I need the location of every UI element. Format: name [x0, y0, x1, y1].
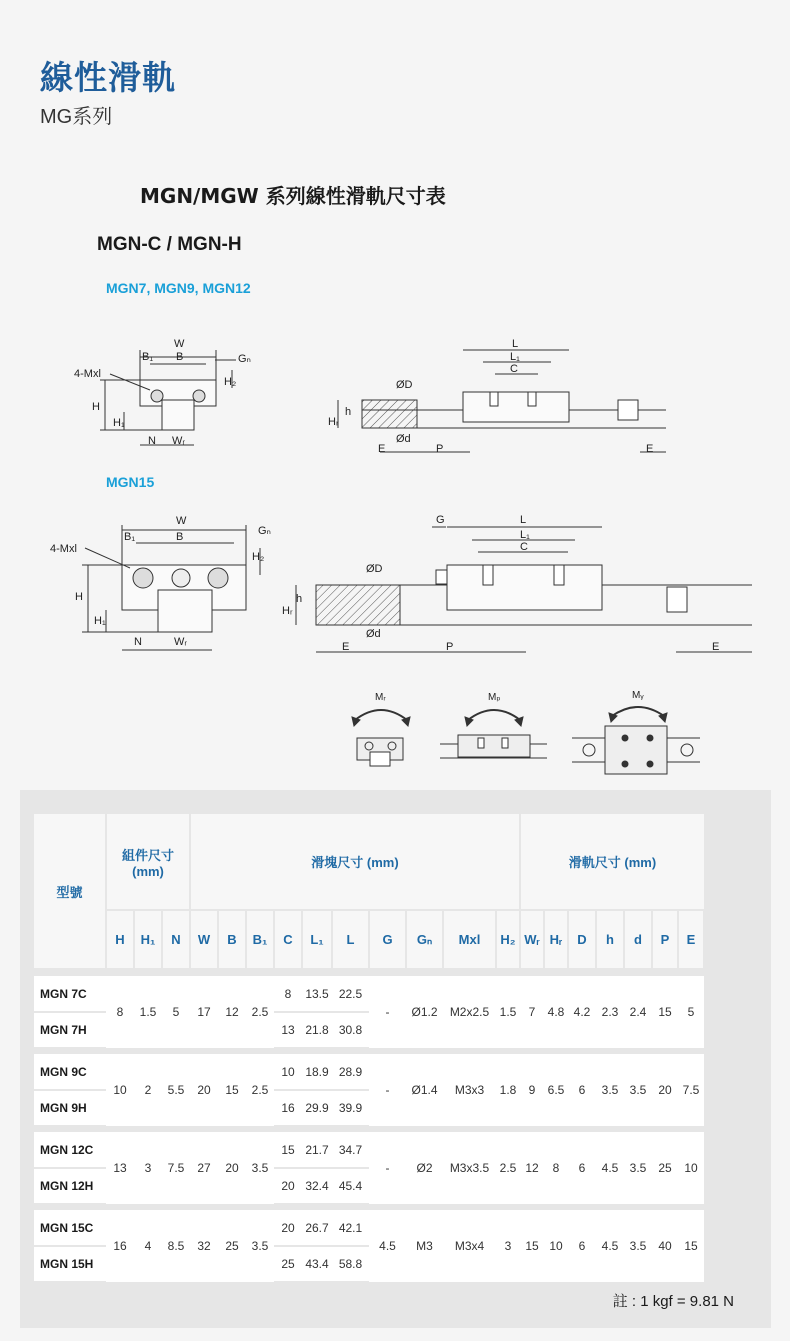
cell-h1: 2: [134, 1054, 162, 1126]
cell-c: 10: [274, 1054, 302, 1090]
cell-mxl: M2x2.5: [443, 976, 496, 1048]
cell-p: 25: [652, 1132, 678, 1204]
label-MY: Mᵧ: [632, 690, 644, 701]
cell-b: 20: [218, 1132, 246, 1204]
moment-diagrams: [352, 707, 700, 774]
cell-b1: 3.5: [246, 1132, 274, 1204]
table-row: [34, 1132, 704, 1168]
label-E-right: E: [646, 443, 654, 455]
section-view-small: [100, 350, 236, 445]
cell-d: 6: [568, 1210, 596, 1282]
cell-h2: 1.5: [496, 976, 520, 1048]
col-header-2: N: [162, 910, 190, 968]
cell-l: 45.4: [332, 1168, 369, 1204]
cell-l: 42.1: [332, 1210, 369, 1246]
cell-l: 30.8: [332, 1012, 369, 1048]
cell-l1: 13.5: [302, 976, 332, 1012]
spec-table: [34, 814, 705, 1283]
cell-l1: 26.7: [302, 1210, 332, 1246]
cell-hr: 10: [544, 1210, 568, 1282]
col-header-18: P: [652, 910, 678, 968]
label-L1: L₁: [510, 351, 520, 363]
col-header-0: H: [106, 910, 134, 968]
label-N-b: N: [134, 636, 142, 648]
cell-e: 5: [678, 976, 704, 1048]
group-header-rail: 滑軌尺寸 (mm): [520, 814, 704, 910]
cell-d: 3.5: [624, 1132, 652, 1204]
label-MP: Mₚ: [488, 692, 501, 703]
cell-g: -: [369, 1054, 406, 1126]
cell-c: 15: [274, 1132, 302, 1168]
cell-l: 28.9: [332, 1054, 369, 1090]
label-D-b: ØD: [366, 563, 383, 575]
cell-h: 2.3: [596, 976, 624, 1048]
table-row: [34, 976, 704, 1012]
section-title: MGN-C / MGN-H: [97, 234, 242, 255]
cell-h1: 3: [134, 1132, 162, 1204]
label-Gn: Gₙ: [238, 353, 251, 365]
col-header-3: W: [190, 910, 218, 968]
label-H1: H₁: [113, 417, 125, 429]
section-view-large: [82, 525, 260, 650]
cell-h1: 4: [134, 1210, 162, 1282]
label-h-b: h: [296, 593, 303, 605]
cell-l1: 21.8: [302, 1012, 332, 1048]
cell-h: 4.5: [596, 1132, 624, 1204]
col-header-6: C: [274, 910, 302, 968]
label-W: W: [174, 338, 185, 350]
label-N: N: [148, 435, 156, 447]
cell-g: 4.5: [369, 1210, 406, 1282]
cell-e: 10: [678, 1132, 704, 1204]
label-P-b: P: [446, 641, 454, 653]
cell-gn: M3: [406, 1210, 443, 1282]
cell-w: 20: [190, 1054, 218, 1126]
cell-h2: 3: [496, 1210, 520, 1282]
col-header-17: d: [624, 910, 652, 968]
col-header-16: h: [596, 910, 624, 968]
label-Gn-b: Gₙ: [258, 525, 271, 537]
cell-d: 6: [568, 1132, 596, 1204]
label-E-right-b: E: [712, 641, 720, 653]
cell-c: 20: [274, 1168, 302, 1204]
cell-hr: 6.5: [544, 1054, 568, 1126]
col-header-8: L: [332, 910, 369, 968]
cell-c: 25: [274, 1246, 302, 1282]
col-header-12: H₂: [496, 910, 520, 968]
cell-mxl: M3x3.5: [443, 1132, 496, 1204]
cell-b: 25: [218, 1210, 246, 1282]
label-E-left-b: E: [342, 641, 350, 653]
cell-e: 7.5: [678, 1054, 704, 1126]
label-WR-b: Wᵣ: [174, 636, 188, 648]
cell-b1: 2.5: [246, 976, 274, 1048]
label-H1-b: H₁: [94, 615, 106, 627]
label-HR-b: Hᵣ: [282, 605, 293, 617]
cell-gn: Ø2: [406, 1132, 443, 1204]
cell-g: -: [369, 976, 406, 1048]
model-cell: MGN 12H: [34, 1168, 106, 1204]
label-L: L: [512, 338, 519, 350]
cell-mxl: M3x4: [443, 1210, 496, 1282]
group-b-label: MGN15: [106, 474, 155, 490]
cell-b1: 3.5: [246, 1210, 274, 1282]
model-cell: MGN 12C: [34, 1132, 106, 1168]
page-subtitle: MG系列: [40, 106, 113, 128]
cell-l1: 18.9: [302, 1054, 332, 1090]
cell-gn: Ø1.2: [406, 976, 443, 1048]
label-C: C: [510, 363, 518, 375]
label-L-b: L: [520, 514, 527, 526]
cell-gn: Ø1.4: [406, 1054, 443, 1126]
label-B1-b: B₁: [124, 531, 136, 543]
cell-w: 17: [190, 976, 218, 1048]
cell-l1: 29.9: [302, 1090, 332, 1126]
label-d-b: Ød: [366, 628, 381, 640]
label-L1-b: L₁: [520, 529, 530, 541]
label-d: Ød: [396, 433, 411, 445]
cell-mxl: M3x3: [443, 1054, 496, 1126]
cell-wr: 15: [520, 1210, 544, 1282]
table-row: [34, 1054, 704, 1090]
label-D: ØD: [396, 379, 413, 391]
model-cell: MGN 9H: [34, 1090, 106, 1126]
page-title: 線性滑軌: [40, 58, 176, 97]
cell-l: 58.8: [332, 1246, 369, 1282]
col-header-1: H₁: [134, 910, 162, 968]
cell-w: 32: [190, 1210, 218, 1282]
label-G: G: [436, 514, 445, 526]
cell-l: 34.7: [332, 1132, 369, 1168]
label-C-b: C: [520, 541, 528, 553]
cell-w: 27: [190, 1132, 218, 1204]
label-H-b: H: [75, 591, 83, 603]
cell-l: 22.5: [332, 976, 369, 1012]
label-H2: H₂: [224, 376, 237, 388]
label-W-b: W: [176, 515, 187, 527]
cell-h: 13: [106, 1132, 134, 1204]
model-cell: MGN 7C: [34, 976, 106, 1012]
col-header-model: 型號: [34, 814, 106, 968]
cell-b: 15: [218, 1054, 246, 1126]
side-view-small: [338, 350, 666, 452]
cell-h2: 2.5: [496, 1132, 520, 1204]
model-cell: MGN 9C: [34, 1054, 106, 1090]
model-cell: MGN 7H: [34, 1012, 106, 1048]
col-header-19: E: [678, 910, 704, 968]
col-header-11: Mxl: [443, 910, 496, 968]
cell-d: 2.4: [624, 976, 652, 1048]
label-HR: Hᵣ: [328, 416, 339, 428]
cell-l1: 21.7: [302, 1132, 332, 1168]
col-header-7: L₁: [302, 910, 332, 968]
label-B: B: [176, 351, 184, 363]
label-H: H: [92, 401, 100, 413]
cell-h: 10: [106, 1054, 134, 1126]
cell-h2: 1.8: [496, 1054, 520, 1126]
cell-h: 3.5: [596, 1054, 624, 1126]
label-P: P: [436, 443, 444, 455]
col-header-10: Gₙ: [406, 910, 443, 968]
cell-c: 13: [274, 1012, 302, 1048]
cell-h: 4.5: [596, 1210, 624, 1282]
cell-d: 4.2: [568, 976, 596, 1048]
cell-n: 8.5: [162, 1210, 190, 1282]
label-B1: B₁: [142, 351, 154, 363]
sheet-title: MGN/MGW 系列線性滑軌尺寸表: [140, 184, 446, 208]
cell-c: 16: [274, 1090, 302, 1126]
label-H2-b: H₂: [252, 551, 265, 563]
label-h: h: [345, 406, 352, 418]
cell-p: 20: [652, 1054, 678, 1126]
cell-wr: 9: [520, 1054, 544, 1126]
col-header-4: B: [218, 910, 246, 968]
label-WR: Wᵣ: [172, 435, 186, 447]
col-header-9: G: [369, 910, 406, 968]
cell-d: 3.5: [624, 1054, 652, 1126]
cell-c: 20: [274, 1210, 302, 1246]
model-cell: MGN 15H: [34, 1246, 106, 1282]
col-header-15: D: [568, 910, 596, 968]
cell-wr: 7: [520, 976, 544, 1048]
spec-table-panel: [20, 790, 771, 1328]
cell-hr: 4.8: [544, 976, 568, 1048]
cell-g: -: [369, 1132, 406, 1204]
label-B-b: B: [176, 531, 184, 543]
unit-note: 註 : 1 kgf = 9.81 N: [612, 1293, 734, 1310]
group-a-label: MGN7, MGN9, MGN12: [106, 280, 251, 296]
cell-h1: 1.5: [134, 976, 162, 1048]
cell-n: 5.5: [162, 1054, 190, 1126]
cell-p: 40: [652, 1210, 678, 1282]
cell-d: 6: [568, 1054, 596, 1126]
col-header-14: Hᵣ: [544, 910, 568, 968]
cell-n: 7.5: [162, 1132, 190, 1204]
cell-b: 12: [218, 976, 246, 1048]
label-Mxl-b: 4-Mxl: [50, 543, 77, 555]
model-cell: MGN 15C: [34, 1210, 106, 1246]
cell-e: 15: [678, 1210, 704, 1282]
label-MR: Mᵣ: [375, 692, 386, 703]
cell-p: 15: [652, 976, 678, 1048]
cell-n: 5: [162, 976, 190, 1048]
cell-wr: 12: [520, 1132, 544, 1204]
table-row: [34, 1210, 704, 1246]
group-header-block: 滑塊尺寸 (mm): [190, 814, 520, 910]
cell-l1: 32.4: [302, 1168, 332, 1204]
cell-h: 16: [106, 1210, 134, 1282]
col-header-13: Wᵣ: [520, 910, 544, 968]
cell-b1: 2.5: [246, 1054, 274, 1126]
label-E-left: E: [378, 443, 386, 455]
cell-hr: 8: [544, 1132, 568, 1204]
cell-l: 39.9: [332, 1090, 369, 1126]
cell-l1: 43.4: [302, 1246, 332, 1282]
group-header-assembly: 組件尺寸 (mm): [106, 814, 190, 910]
cell-c: 8: [274, 976, 302, 1012]
col-header-5: B₁: [246, 910, 274, 968]
cell-d: 3.5: [624, 1210, 652, 1282]
label-Mxl: 4-Mxl: [74, 368, 101, 380]
cell-h: 8: [106, 976, 134, 1048]
